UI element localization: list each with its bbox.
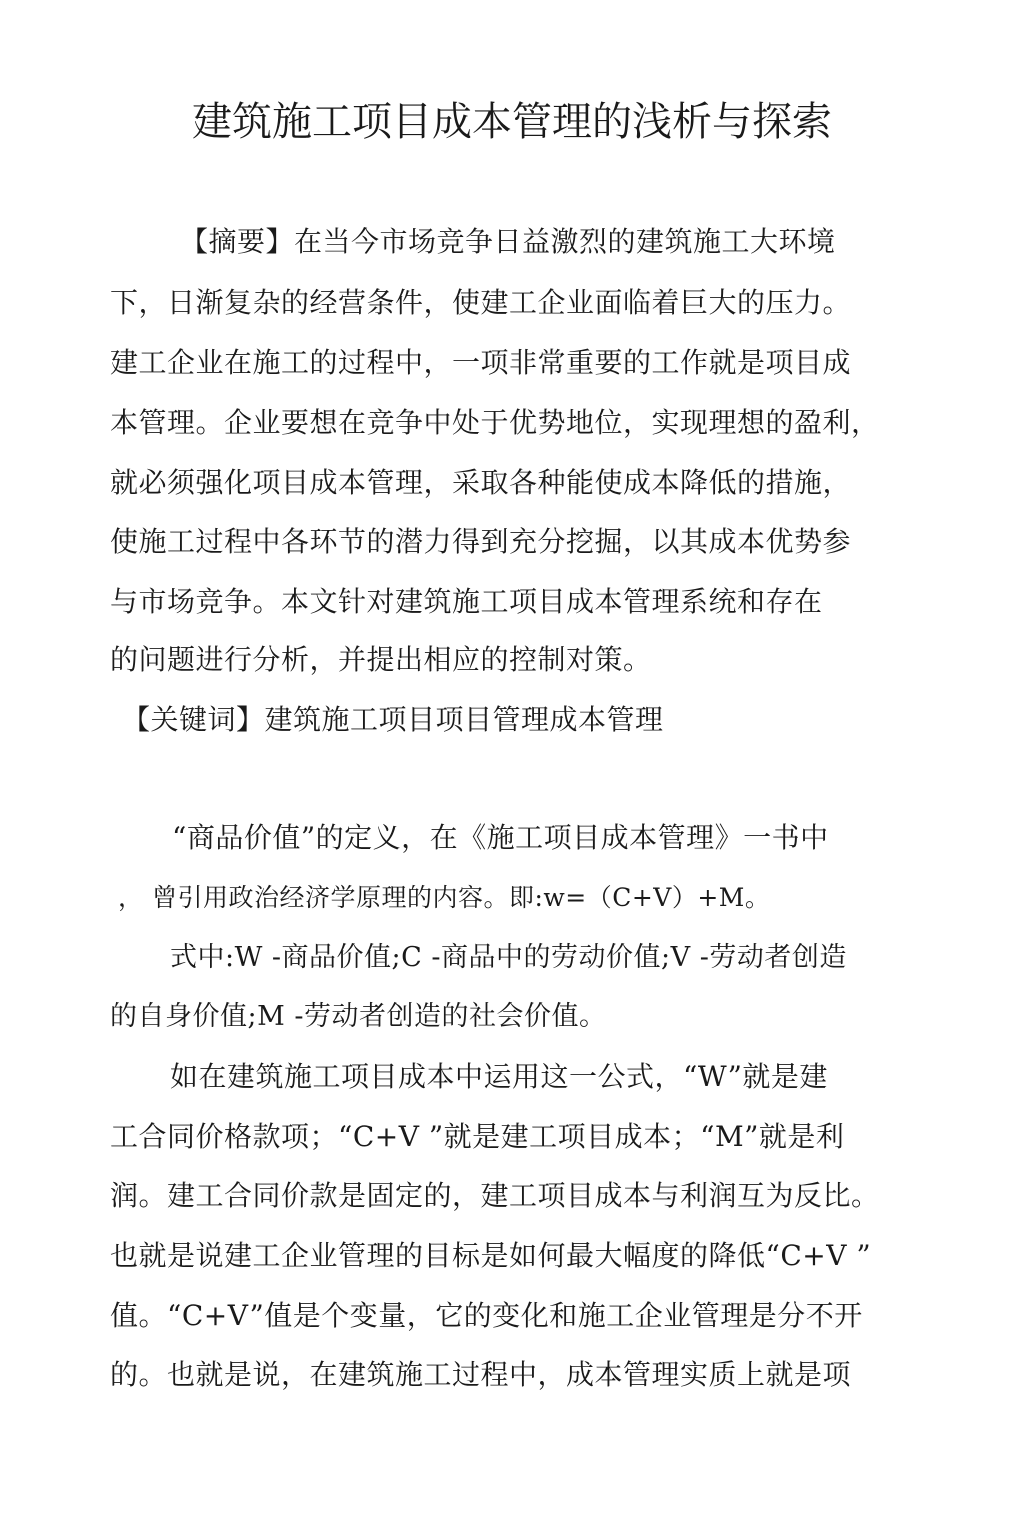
abstract-line: 与市场竞争。本文针对建筑施工项目成本管理系统和存在 [110, 585, 823, 618]
document-title: 建筑施工项目成本管理的浅析与探索 [192, 99, 832, 145]
body-line: 润。建工合同价款是固定的，建工项目成本与利润互为反比。 [110, 1179, 880, 1212]
body-line: ， 曾引用政治经济学原理的内容。即:w=（C+V）+M。 [118, 883, 771, 912]
body-line: 工合同价格款项；“C+V ”就是建工项目成本；“M”就是利 [110, 1120, 845, 1153]
body-line: 也就是说建工企业管理的目标是如何最大幅度的降低“C+V ” [110, 1239, 872, 1272]
body-line: 值。“C+V”值是个变量，它的变化和施工企业管理是分不开 [110, 1299, 863, 1332]
abstract-line: 使施工过程中各环节的潜力得到充分挖掘，以其成本优势参 [110, 525, 852, 558]
body-line: 如在建筑施工项目成本中运用这一公式，“W”就是建 [170, 1060, 828, 1093]
abstract-line: 【摘要】在当今市场竞争日益激烈的建筑施工大环境 [180, 225, 836, 258]
keywords-line: 【关键词】建筑施工项目项目管理成本管理 [122, 703, 664, 736]
abstract-line: 本管理。企业要想在竞争中处于优势地位，实现理想的盈利， [110, 406, 880, 439]
body-line: 的。也就是说，在建筑施工过程中，成本管理实质上就是项 [110, 1358, 852, 1391]
abstract-line: 的问题进行分析，并提出相应的控制对策。 [110, 643, 652, 676]
abstract-line: 建工企业在施工的过程中，一项非常重要的工作就是项目成 [110, 346, 852, 379]
abstract-line: 下，日渐复杂的经营条件，使建工企业面临着巨大的压力。 [110, 286, 852, 319]
body-line: 式中:W -商品价值;C -商品中的劳动价值;V -劳动者创造 [170, 942, 847, 973]
abstract-line: 就必须强化项目成本管理，采取各种能使成本降低的措施， [110, 466, 852, 499]
body-line: “商品价值”的定义，在《施工项目成本管理》一书中 [172, 821, 829, 854]
body-line: 的自身价值;M -劳动者创造的社会价值。 [110, 1001, 607, 1032]
